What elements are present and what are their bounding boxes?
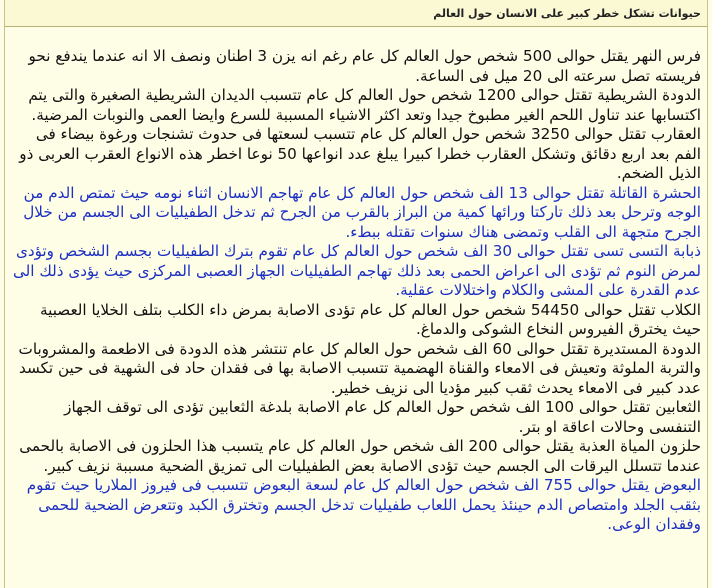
paragraph-snail: حلزون المياة العذبة يقتل حوالى 200 الف شخص حول العالم كل عام يتسبب هذا الحلزون فى الاصابة بالحمى عندما تتسلل اليرقات الى الجسم حيث تؤدى الاصابة بعض الطفيليات الى تمزيق الضحية مسببة نزيف كبير. — [19, 437, 701, 475]
forum-post — [4, 0, 708, 588]
paragraph-tsetse-fly: ذبابة التسى تسى تقتل حوالى 30 الف شخص حول العالم كل عام تقوم بترك الطفيليات بجسم الشخص وتؤدى لمرض النوم ثم تؤدى الى اعراض الحمى بعد ذلك تهاجم الطفيليات الجهاز العصبى المركزى حيث يؤدى ذلك الى عدم القدرة على المشى والكلام واختلالات عقلية. — [13, 242, 701, 299]
post-body — [5, 27, 707, 535]
paragraph-assassin-bug: الحشرة القاتلة تقتل حوالى 13 الف شخص حول العالم كل عام تهاجم الانسان اثناء نومه حيث تمتص الدم من الوجه وترحل بعد ذلك تاركتا ورائها كمية من البراز بالقرب من الجرح ثم تدخل الطفيليات الى الجسم من خلال الجرح متجهة الى القلب وتمضى هناك سنوات تقتله ببطء. — [23, 183, 701, 241]
paragraph-roundworm: الدودة المستديرة تقتل حوالى 60 الف شخص حول العالم كل عام تنتشر هذه الدودة فى الاطعمة والمشروبات والتربة الملوثة وتعيش فى الامعاء والقناة الهضمية تتسبب الاصابة بها فى فقدان حاد فى الشهية فى حين تكسد عدد كبير فى الامعاء يحدث ثقب كبير مؤديا الى نزيف خطير. — [18, 339, 701, 397]
paragraph-scorpion: العقارب تقتل حوالى 3250 شخص حول العالم كل عام تتسبب لسعتها فى حدوث تشنجات ورغوة بيضاء فى الفم بعد اربع دقائق وتشكل العقارب خطرا كبيرا يبلغ عدد انواعها 50 نوعا اخطر هذه الانواع العقرب العربى ذو الذيل الضخم. — [19, 125, 701, 182]
paragraph-hippo: فرس النهر يقتل حوالى 500 شخص حول العالم كل عام رغم انه يزن 3 اطنان ونصف الا انه عندما يندفع نحو فريسته تصل سرعته الى 20 ميل فى الساعة. — [28, 47, 701, 85]
paragraph-snakes: الثعابين تقتل حوالى 100 الف شخص حول العالم كل عام الاصابة بلدغة الثعابين تؤدى الى توقف الجهاز التنفسى وحالات اعاقة او بتر. — [64, 398, 701, 436]
post-title: حيوانات تشكل خطر كبير على الانسان حول العالم — [5, 0, 707, 27]
paragraph-mosquito: البعوض يقتل حوالى 755 الف شخص حول العالم كل عام لسعة البعوض تتسبب فى فيروز الملاريا حيث تقوم بثقب الجلد وامتصاص الدم حينئذ يحمل اللعاب طفيليات تدخل الجسم وتخترق الكبد وتتعرض الضحية للحمى وفقدان الوعى. — [26, 476, 701, 533]
paragraph-dogs: الكلاب تقتل حوالى 54450 شخص حول العالم كل عام تؤدى الاصابة بمرض داء الكلب بتلف الخلايا العصبية حيث يخترق الفيروس النخاع الشوكى والدماغ. — [40, 300, 701, 338]
paragraph-tapeworm: الدودة الشريطية تقتل حوالى 1200 شخص حول العالم كل عام تتسبب الديدان الشريطية الصغيرة والتى يتم اكتسابها عند تناول اللحم الغير مطبوخ جيدا وتعد اكثر الاشياء المسببة للسرع وايضا العمى والنوبات المرضية. — [28, 86, 701, 124]
